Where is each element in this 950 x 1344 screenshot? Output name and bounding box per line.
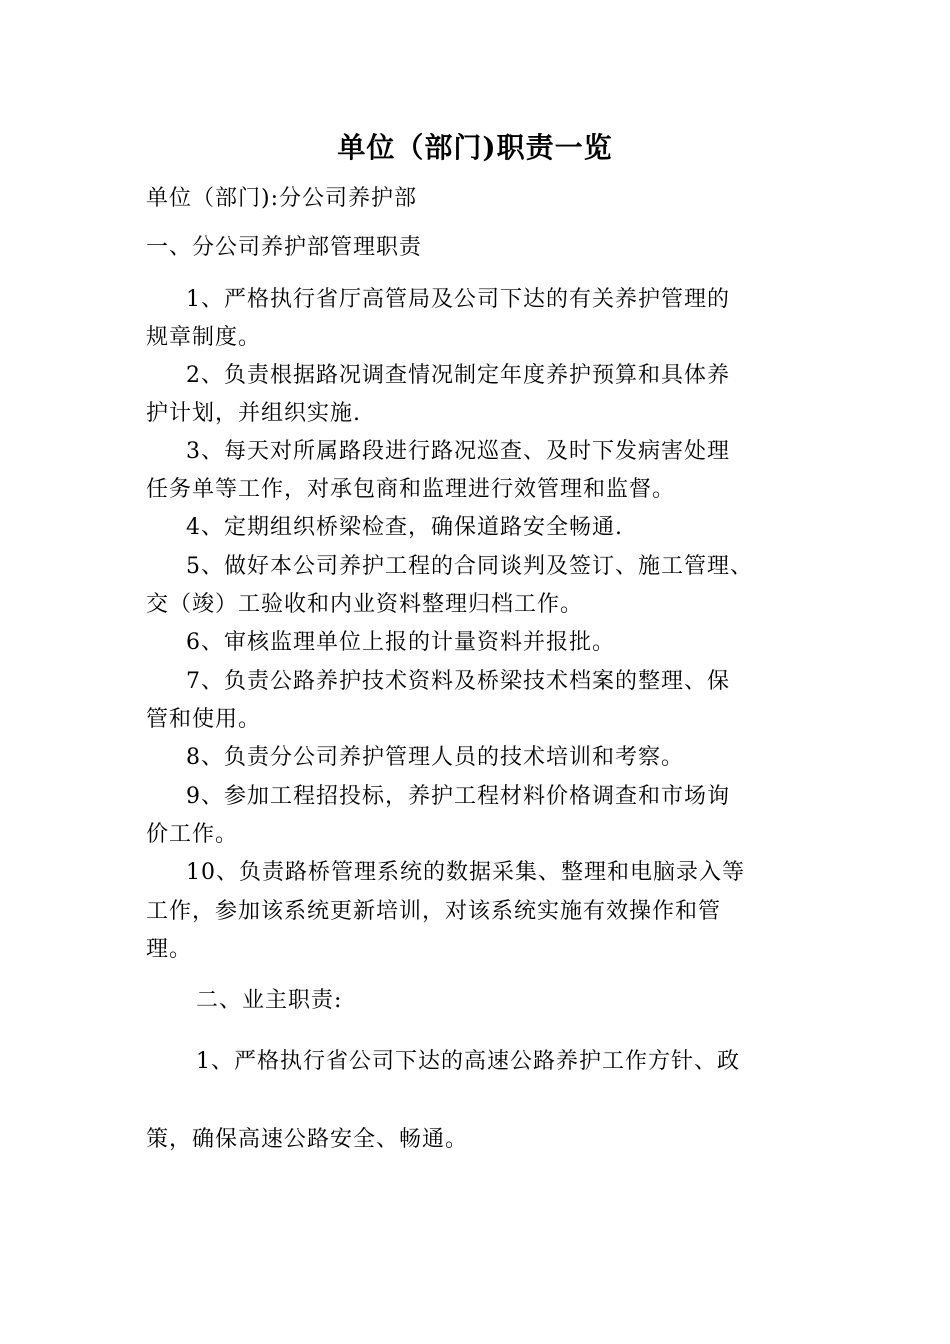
section1-item-10-line-3: 理。	[146, 937, 193, 962]
section1-item-10-line-1: 10、负责路桥管理系统的数据采集、整理和电脑录入等	[186, 860, 745, 885]
section1-item-7-line-2: 管和使用。	[146, 707, 262, 732]
section1-item-5-line-1: 5、做好本公司养护工程的合同谈判及签订、施工管理、	[186, 554, 753, 579]
section1-item-3-line-1: 3、每天对所属路段进行路况巡查、及时下发病害处理	[186, 439, 730, 464]
document-title: 单位（部门)职责一览	[337, 131, 613, 164]
section1-item-10-line-2: 工作，参加该系统更新培训，对该系统实施有效操作和管	[146, 899, 722, 924]
section2-item-1-line-1: 1、严格执行省公司下达的高速公路养护工作方针、政	[196, 1049, 740, 1074]
section1-item-9-line-2: 价工作。	[146, 822, 239, 847]
unit-line: 单位（部门):分公司养护部	[146, 186, 417, 211]
section1-item-1-line-1: 1、严格执行省厅高管局及公司下达的有关养护管理的	[186, 287, 730, 312]
section1-item-5-line-2: 交（竣）工验收和内业资料整理归档工作。	[146, 592, 584, 617]
section1-item-3-line-2: 任务单等工作，对承包商和监理进行效管理和监督。	[146, 477, 676, 502]
section1-heading: 一、分公司养护部管理职责	[146, 235, 423, 260]
section1-item-7-line-1: 7、负责公路养护技术资料及桥梁技术档案的整理、保	[186, 669, 730, 694]
section1-item-4: 4、定期组织桥梁检查，确保道路安全畅通.	[186, 515, 623, 540]
section2-item-1-line-2: 策，确保高速公路安全、畅通。	[146, 1127, 469, 1152]
section1-item-1-line-2: 规章制度。	[146, 325, 262, 350]
section1-item-6: 6、审核监理单位上报的计量资料并报批。	[186, 630, 615, 655]
section1-item-2-line-2: 护计划，并组织实施.	[146, 401, 361, 426]
section1-item-9-line-1: 9、参加工程招投标，养护工程材料价格调查和市场询	[186, 784, 730, 809]
section2-heading: 二、业主职责:	[196, 988, 343, 1013]
section1-item-2-line-1: 2、负责根据路况调查情况制定年度养护预算和具体养	[186, 363, 730, 388]
section1-item-8: 8、负责分公司养护管理人员的技术培训和考察。	[186, 745, 684, 770]
